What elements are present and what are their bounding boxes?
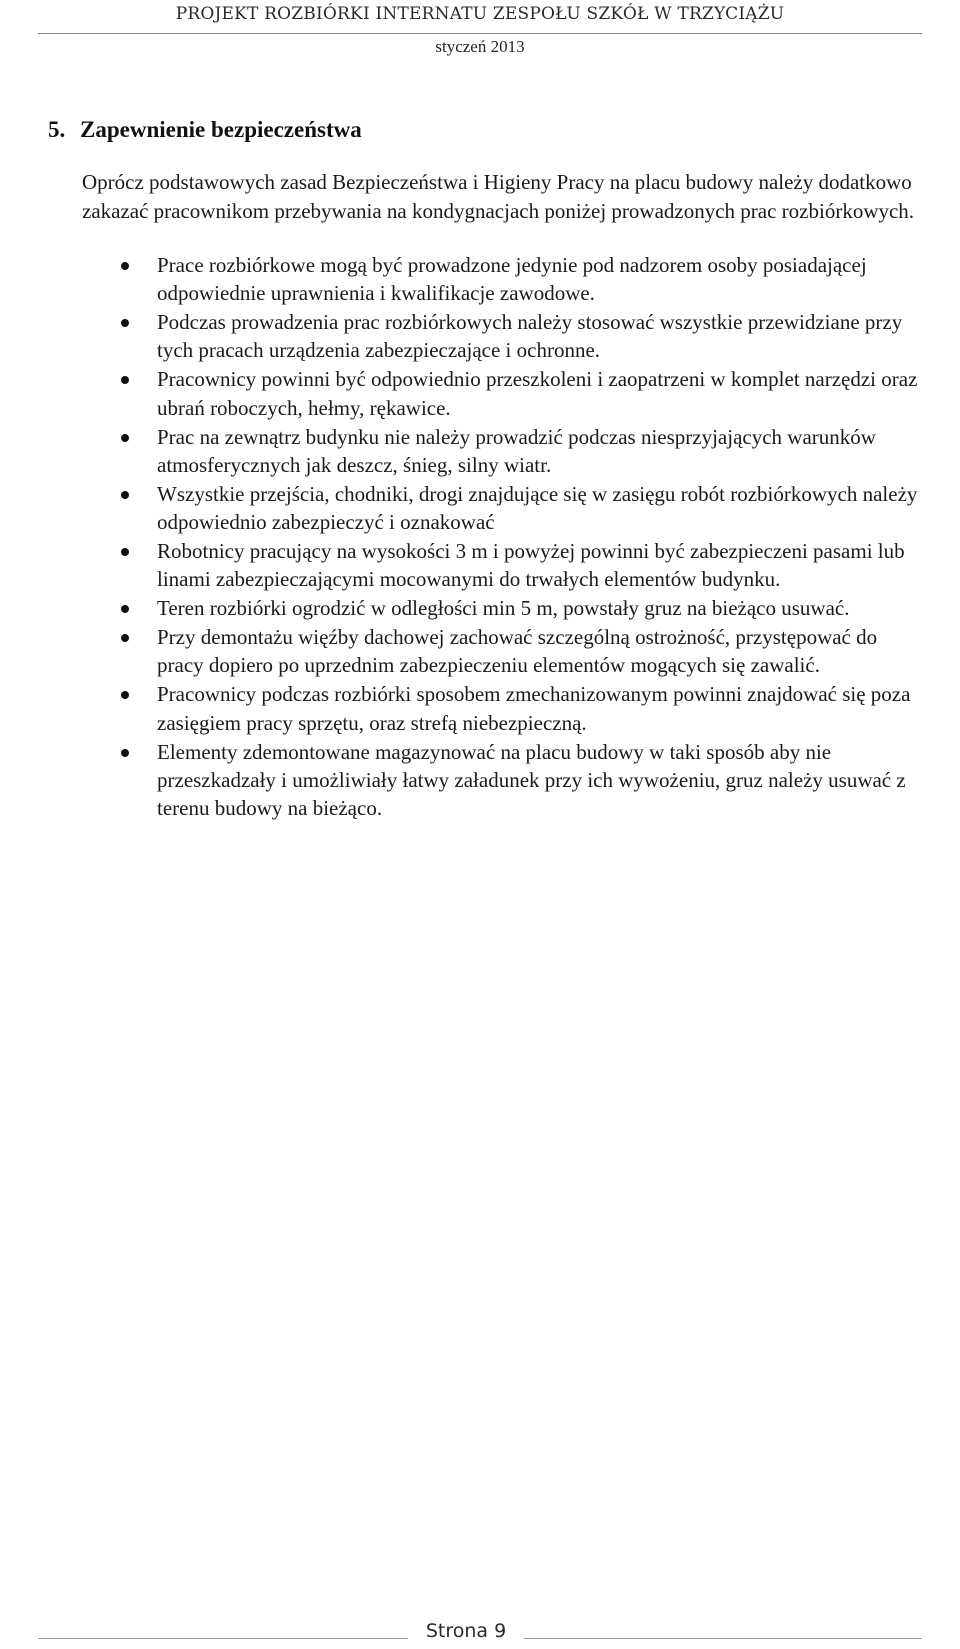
list-item bbox=[0, 623, 927, 679]
safety-rules-list bbox=[0, 251, 960, 822]
list-item bbox=[0, 680, 927, 736]
list-item bbox=[0, 738, 927, 823]
list-item bbox=[0, 365, 927, 421]
list-item bbox=[0, 251, 927, 307]
rule-text: Prace rozbiórkowe mogą być prowadzone jedynie pod nadzorem osoby posiadającej odpowiednie uprawnienia i kwalifikacje zawodowe. bbox=[157, 253, 867, 306]
bullet-icon bbox=[121, 319, 129, 327]
page-number: Strona 9 bbox=[425, 1620, 507, 1642]
footer-divider-right bbox=[524, 1638, 922, 1639]
bullet-icon bbox=[121, 548, 129, 556]
document-title: PROJEKT ROZBIÓRKI INTERNATU ZESPOŁU SZKÓŁ W TRZYCIĄŻU bbox=[175, 4, 785, 24]
rule-text: Podczas prowadzenia prac rozbiórkowych należy stosować wszystkie przewidziane przy tych pracach urządzenia zabezpieczające i ochronne. bbox=[157, 310, 903, 363]
rule-text: Pracownicy powinni być odpowiednio przeszkoleni i zaopatrzeni w komplet narzędzi oraz ubrań roboczych, hełmy, rękawice. bbox=[157, 367, 918, 420]
section-intro: Oprócz podstawowych zasad Bezpieczeństwa i Higieny Pracy na placu budowy należy dodatkowo zakazać pracownikom przebywania na kondygnacjach poniżej prowadzonych prac rozbiórkowych. bbox=[82, 170, 915, 223]
bullet-icon bbox=[121, 262, 129, 270]
list-item bbox=[0, 480, 927, 536]
section-title: Zapewnienie bezpieczeństwa bbox=[80, 117, 362, 142]
list-item bbox=[0, 423, 927, 479]
rule-text: Teren rozbiórki ogrodzić w odległości min 5 m, powstały gruz na bieżąco usuwać. bbox=[157, 596, 850, 621]
bullet-icon bbox=[121, 634, 129, 642]
list-item bbox=[0, 594, 927, 622]
bullet-icon bbox=[121, 605, 129, 613]
section-heading bbox=[48, 117, 362, 143]
rule-text: Prac na zewnątrz budynku nie należy prowadzić podczas niesprzyjających warunków atmosferycznych jak deszcz, śnieg, silny wiatr. bbox=[157, 424, 876, 477]
bullet-icon bbox=[121, 376, 129, 384]
header-divider bbox=[38, 33, 922, 34]
rule-text: Pracownicy podczas rozbiórki sposobem zmechanizowanym powinni znajdować się poza zasięgiem pracy sprzętu, oraz strefą niebezpieczną. bbox=[157, 682, 911, 735]
bullet-icon bbox=[121, 691, 129, 699]
rule-text: Przy demontażu więźby dachowej zachować szczególną ostrożność, przystępować do pracy dopiero po uprzednim zabezpieczeniu elementów mogących się zawalić. bbox=[157, 625, 878, 678]
list-item bbox=[0, 308, 927, 364]
section-number: 5. bbox=[48, 117, 66, 142]
bullet-icon bbox=[121, 491, 129, 499]
bullet-icon bbox=[121, 749, 129, 757]
bullet-icon bbox=[121, 434, 129, 442]
document-date: styczeń 2013 bbox=[435, 37, 525, 56]
rule-text: Robotnicy pracujący na wysokości 3 m i powyżej powinni być zabezpieczeni pasami lub linami zabezpieczającymi mocowanymi do trwałych elementów budynku. bbox=[157, 539, 905, 592]
rule-text: Wszystkie przejścia, chodniki, drogi znajdujące się w zasięgu robót rozbiórkowych należy odpowiednio zabezpieczyć i oznakować bbox=[157, 481, 918, 535]
rule-text: Elementy zdemontowane magazynować na placu budowy w taki sposób aby nie przeszkadzały i umożliwiały łatwy załadunek przy ich wywożeniu, gruz należy usuwać z terenu budowy na bieżąco. bbox=[157, 739, 906, 821]
page-header bbox=[0, 0, 960, 64]
list-item bbox=[0, 537, 927, 593]
footer-divider-left bbox=[38, 1638, 408, 1639]
